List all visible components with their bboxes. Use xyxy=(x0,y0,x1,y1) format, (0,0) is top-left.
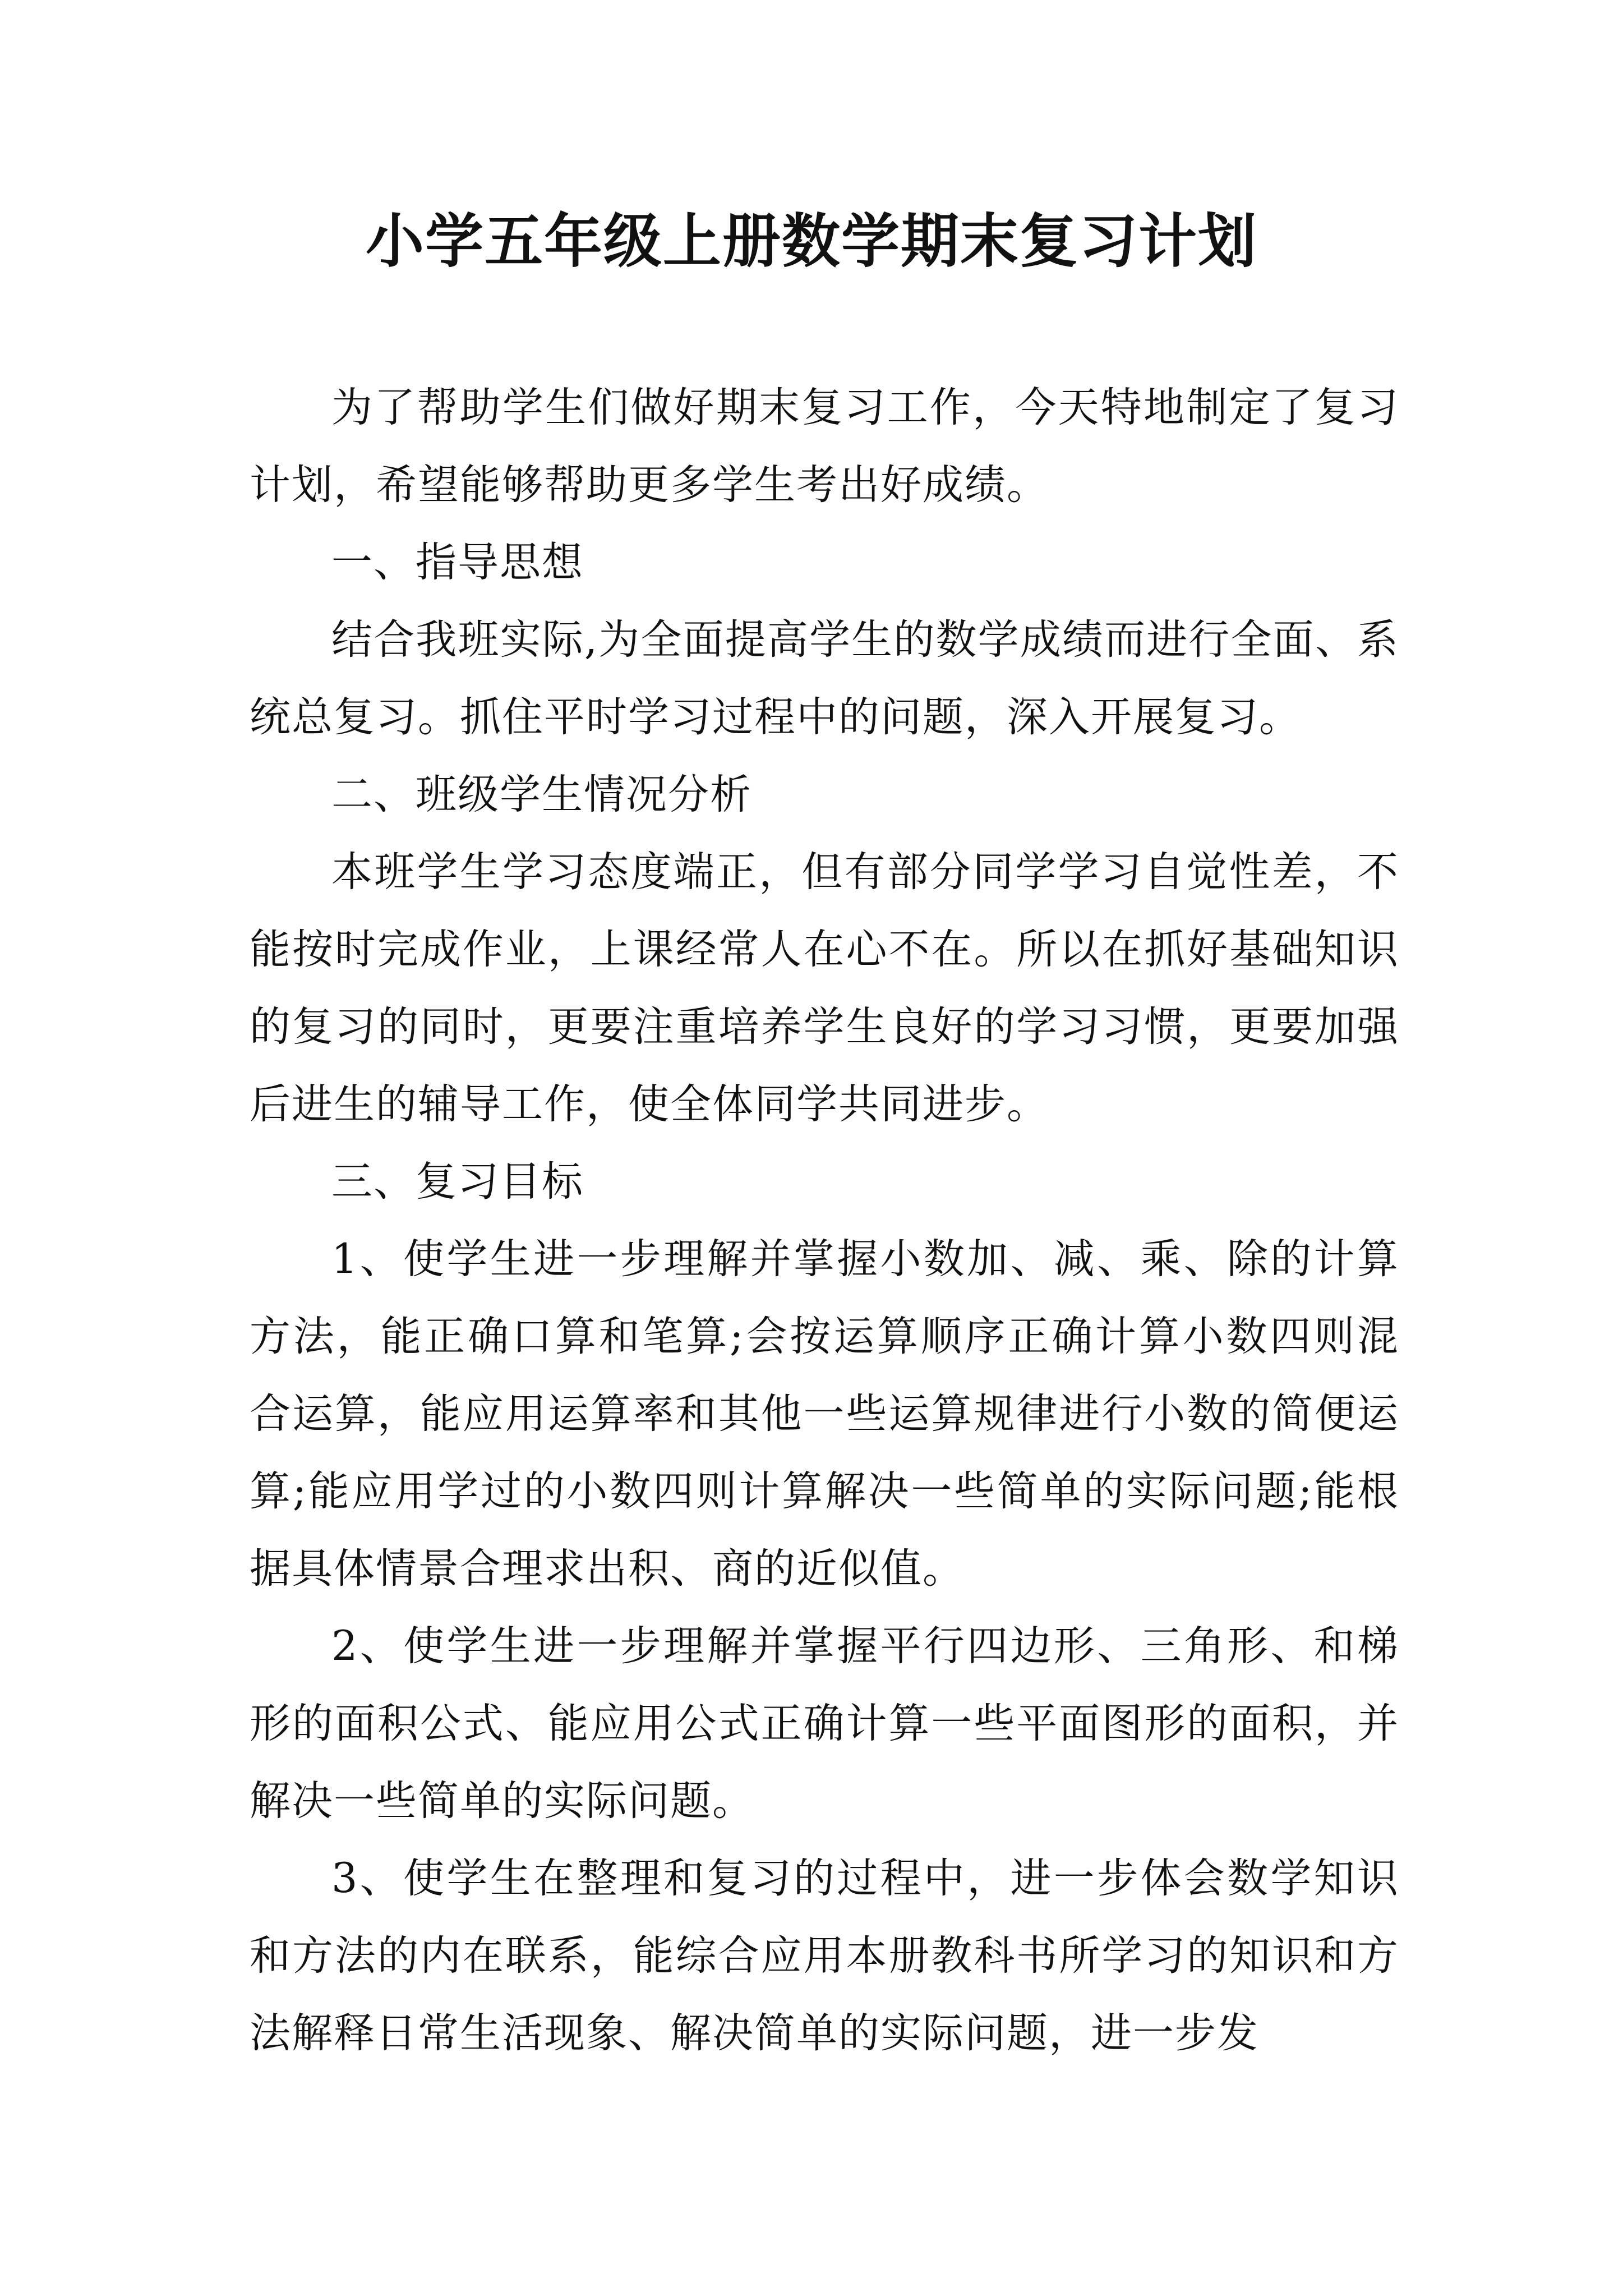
guiding-ideology-paragraph: 结合我班实际,为全面提高学生的数学成绩而进行全面、系统总复习。抓住平时学习过程中的问题，深入开展复习。 xyxy=(250,616,1399,741)
review-goal-item-3: 3、使学生在整理和复习的过程中，进一步体会数学知识和方法的内在联系，能综合应用本册教科书所学习的知识和方法解释日常生活现象、解决简单的实际问题，进一步发 xyxy=(250,1855,1399,2057)
section-heading-review-goals: 三、复习目标 xyxy=(331,1158,584,1205)
review-goal-item-2: 2、使学生进一步理解并掌握平行四边形、三角形、和梯形的面积公式、能应用公式正确计算一些平面图形的面积，并解决一些简单的实际问题。 xyxy=(250,1622,1399,1825)
document-title: 小学五年级上册数学期末复习计划 xyxy=(365,206,1257,275)
class-analysis-paragraph: 本班学生学习态度端正，但有部分同学学习自觉性差，不能按时完成作业，上课经常人在心不在。所以在抓好基础知识的复习的同时，更要注重培养学生良好的学习习惯，更要加强后进生的辅导工作，使全体同学共同进步。 xyxy=(250,848,1399,1128)
section-heading-guiding-ideology: 一、指导思想 xyxy=(331,539,584,586)
document-body xyxy=(250,369,1399,2072)
intro-paragraph: 为了帮助学生们做好期末复习工作，今天特地制定了复习计划，希望能够帮助更多学生考出好成绩。 xyxy=(250,384,1399,509)
section-heading-class-analysis: 二、班级学生情况分析 xyxy=(331,771,752,818)
review-goal-item-1: 1、使学生进一步理解并掌握小数加、减、乘、除的计算方法，能正确口算和笔算;会按运算顺序正确计算小数四则混合运算，能应用运算率和其他一些运算规律进行小数的简便运算;能应用学过的小数四则计算解决一些简单的实际问题;能根据具体情景合理求出积、商的近似值。 xyxy=(250,1235,1399,1593)
